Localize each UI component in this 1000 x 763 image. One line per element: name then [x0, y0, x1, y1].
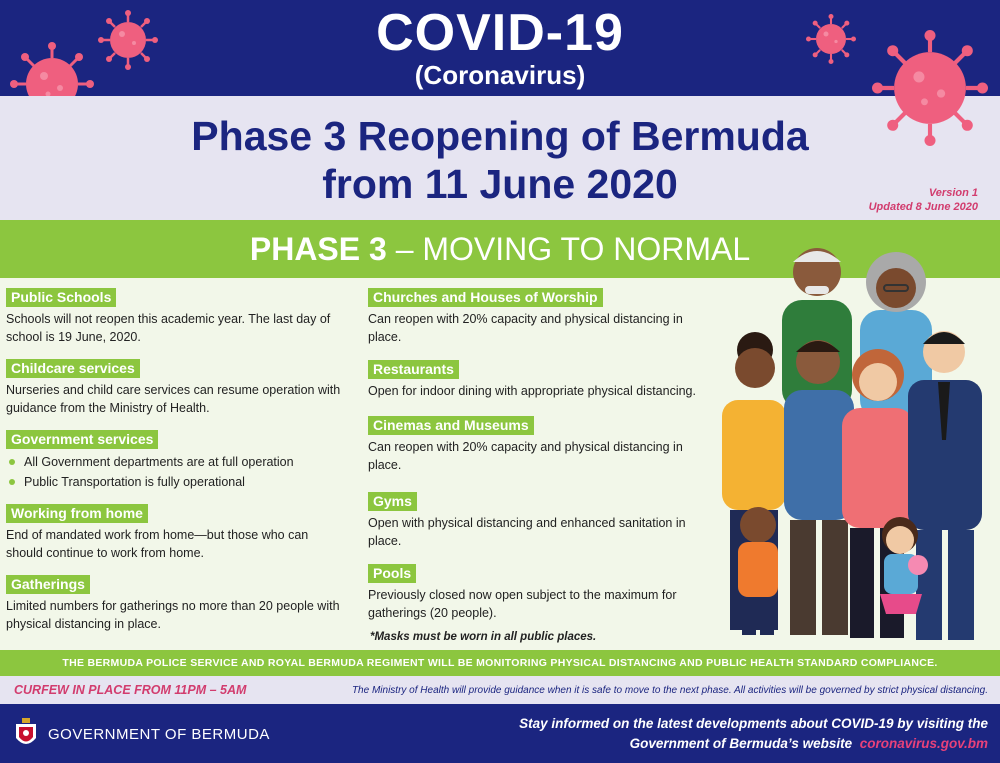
section-label: Gyms — [368, 492, 417, 511]
section-label: Childcare services — [6, 359, 140, 378]
section-label: Public Schools — [6, 288, 116, 307]
section-text: Limited numbers for gatherings no more than 20 people with physical distancing in place. — [6, 599, 340, 631]
covid-title: COVID-19 — [376, 4, 624, 62]
section-label: Cinemas and Museums — [368, 416, 534, 435]
section-label: Restaurants — [368, 360, 459, 379]
section-pools — [368, 564, 708, 622]
masks-note: *Masks must be worn in all public places. — [370, 631, 597, 643]
grandfather-figure — [782, 248, 852, 410]
stay-informed — [519, 714, 988, 754]
bermuda-crest-icon — [14, 716, 38, 750]
section-working-from-home — [6, 504, 346, 562]
section-text: Nurseries and child care services can resume operation with guidance from the Ministry of Health. — [6, 383, 341, 415]
phase-heading-dash: – — [386, 231, 423, 267]
section-label: Pools — [368, 564, 416, 583]
covid-subtitle: (Coronavirus) — [414, 60, 586, 90]
version-label: Version 1 — [928, 187, 978, 199]
phase-heading-bold: PHASE 3 — [249, 231, 387, 267]
family-illustration — [710, 240, 1000, 650]
section-gyms — [368, 492, 708, 550]
section-gatherings — [6, 575, 346, 633]
section-text: Can reopen with 20% capacity and physical distancing in place. — [368, 440, 683, 472]
section-government — [6, 430, 294, 492]
phase-heading-rest: MOVING TO NORMAL — [422, 231, 751, 267]
phase-title-line2: from 11 June 2020 — [322, 161, 678, 207]
curfew-text: CURFEW IN PLACE FROM 11PM – 5AM — [14, 683, 247, 697]
section-text: End of mandated work from home—but those who can should continue to work from home. — [6, 528, 309, 560]
website-link[interactable]: coronavirus.gov.bm — [859, 736, 988, 751]
section-text: Schools will not reopen this academic year. The last day of school is 19 June, 2020. — [6, 312, 331, 344]
stay-line1: Stay informed on the latest developments about COVID-19 by visiting the — [519, 716, 988, 731]
moh-note: The Ministry of Health will provide guidance when it is safe to move to the next phase. All activities will be governed by strict physical distancing. — [351, 685, 988, 696]
section-public-schools — [6, 288, 346, 346]
version-info — [869, 186, 978, 214]
section-label: Churches and Houses of Worship — [368, 288, 603, 307]
bullet-item: Public Transportation is fully operational — [6, 472, 294, 492]
virus-icon — [98, 10, 158, 70]
section-text: Can reopen with 20% capacity and physical distancing in place. — [368, 312, 683, 344]
section-text: Open for indoor dining with appropriate physical distancing. — [368, 384, 696, 398]
section-label: Gatherings — [6, 575, 90, 594]
updated-date: Updated 8 June 2020 — [868, 201, 978, 213]
section-childcare — [6, 359, 346, 417]
phase-title — [0, 112, 1000, 208]
section-text: Open with physical distancing and enhanced sanitation in place. — [368, 516, 686, 548]
government-of-bermuda: GOVERNMENT OF BERMUDA — [48, 726, 270, 743]
section-churches — [368, 288, 708, 346]
section-label: Working from home — [6, 504, 148, 523]
bullet-item: All Government departments are at full operation — [6, 452, 294, 472]
section-text: Previously closed now open subject to the maximum for gatherings (20 people). — [368, 588, 677, 620]
section-cinemas — [368, 416, 708, 474]
stay-line2-text: Government of Bermuda’s website — [629, 736, 853, 751]
monitoring-text: THE BERMUDA POLICE SERVICE AND ROYAL BERMUDA REGIMENT WILL BE MONITORING PHYSICAL DISTANCING AND PUBLIC HEALTH STANDARD COMPLIANCE. — [62, 657, 938, 669]
stay-line2 — [519, 734, 988, 754]
section-label: Government services — [6, 430, 158, 449]
virus-icon — [806, 14, 856, 64]
bullet-list — [6, 452, 294, 492]
phase-title-line1: Phase 3 Reopening of Bermuda — [191, 113, 809, 159]
section-restaurants — [368, 360, 708, 400]
